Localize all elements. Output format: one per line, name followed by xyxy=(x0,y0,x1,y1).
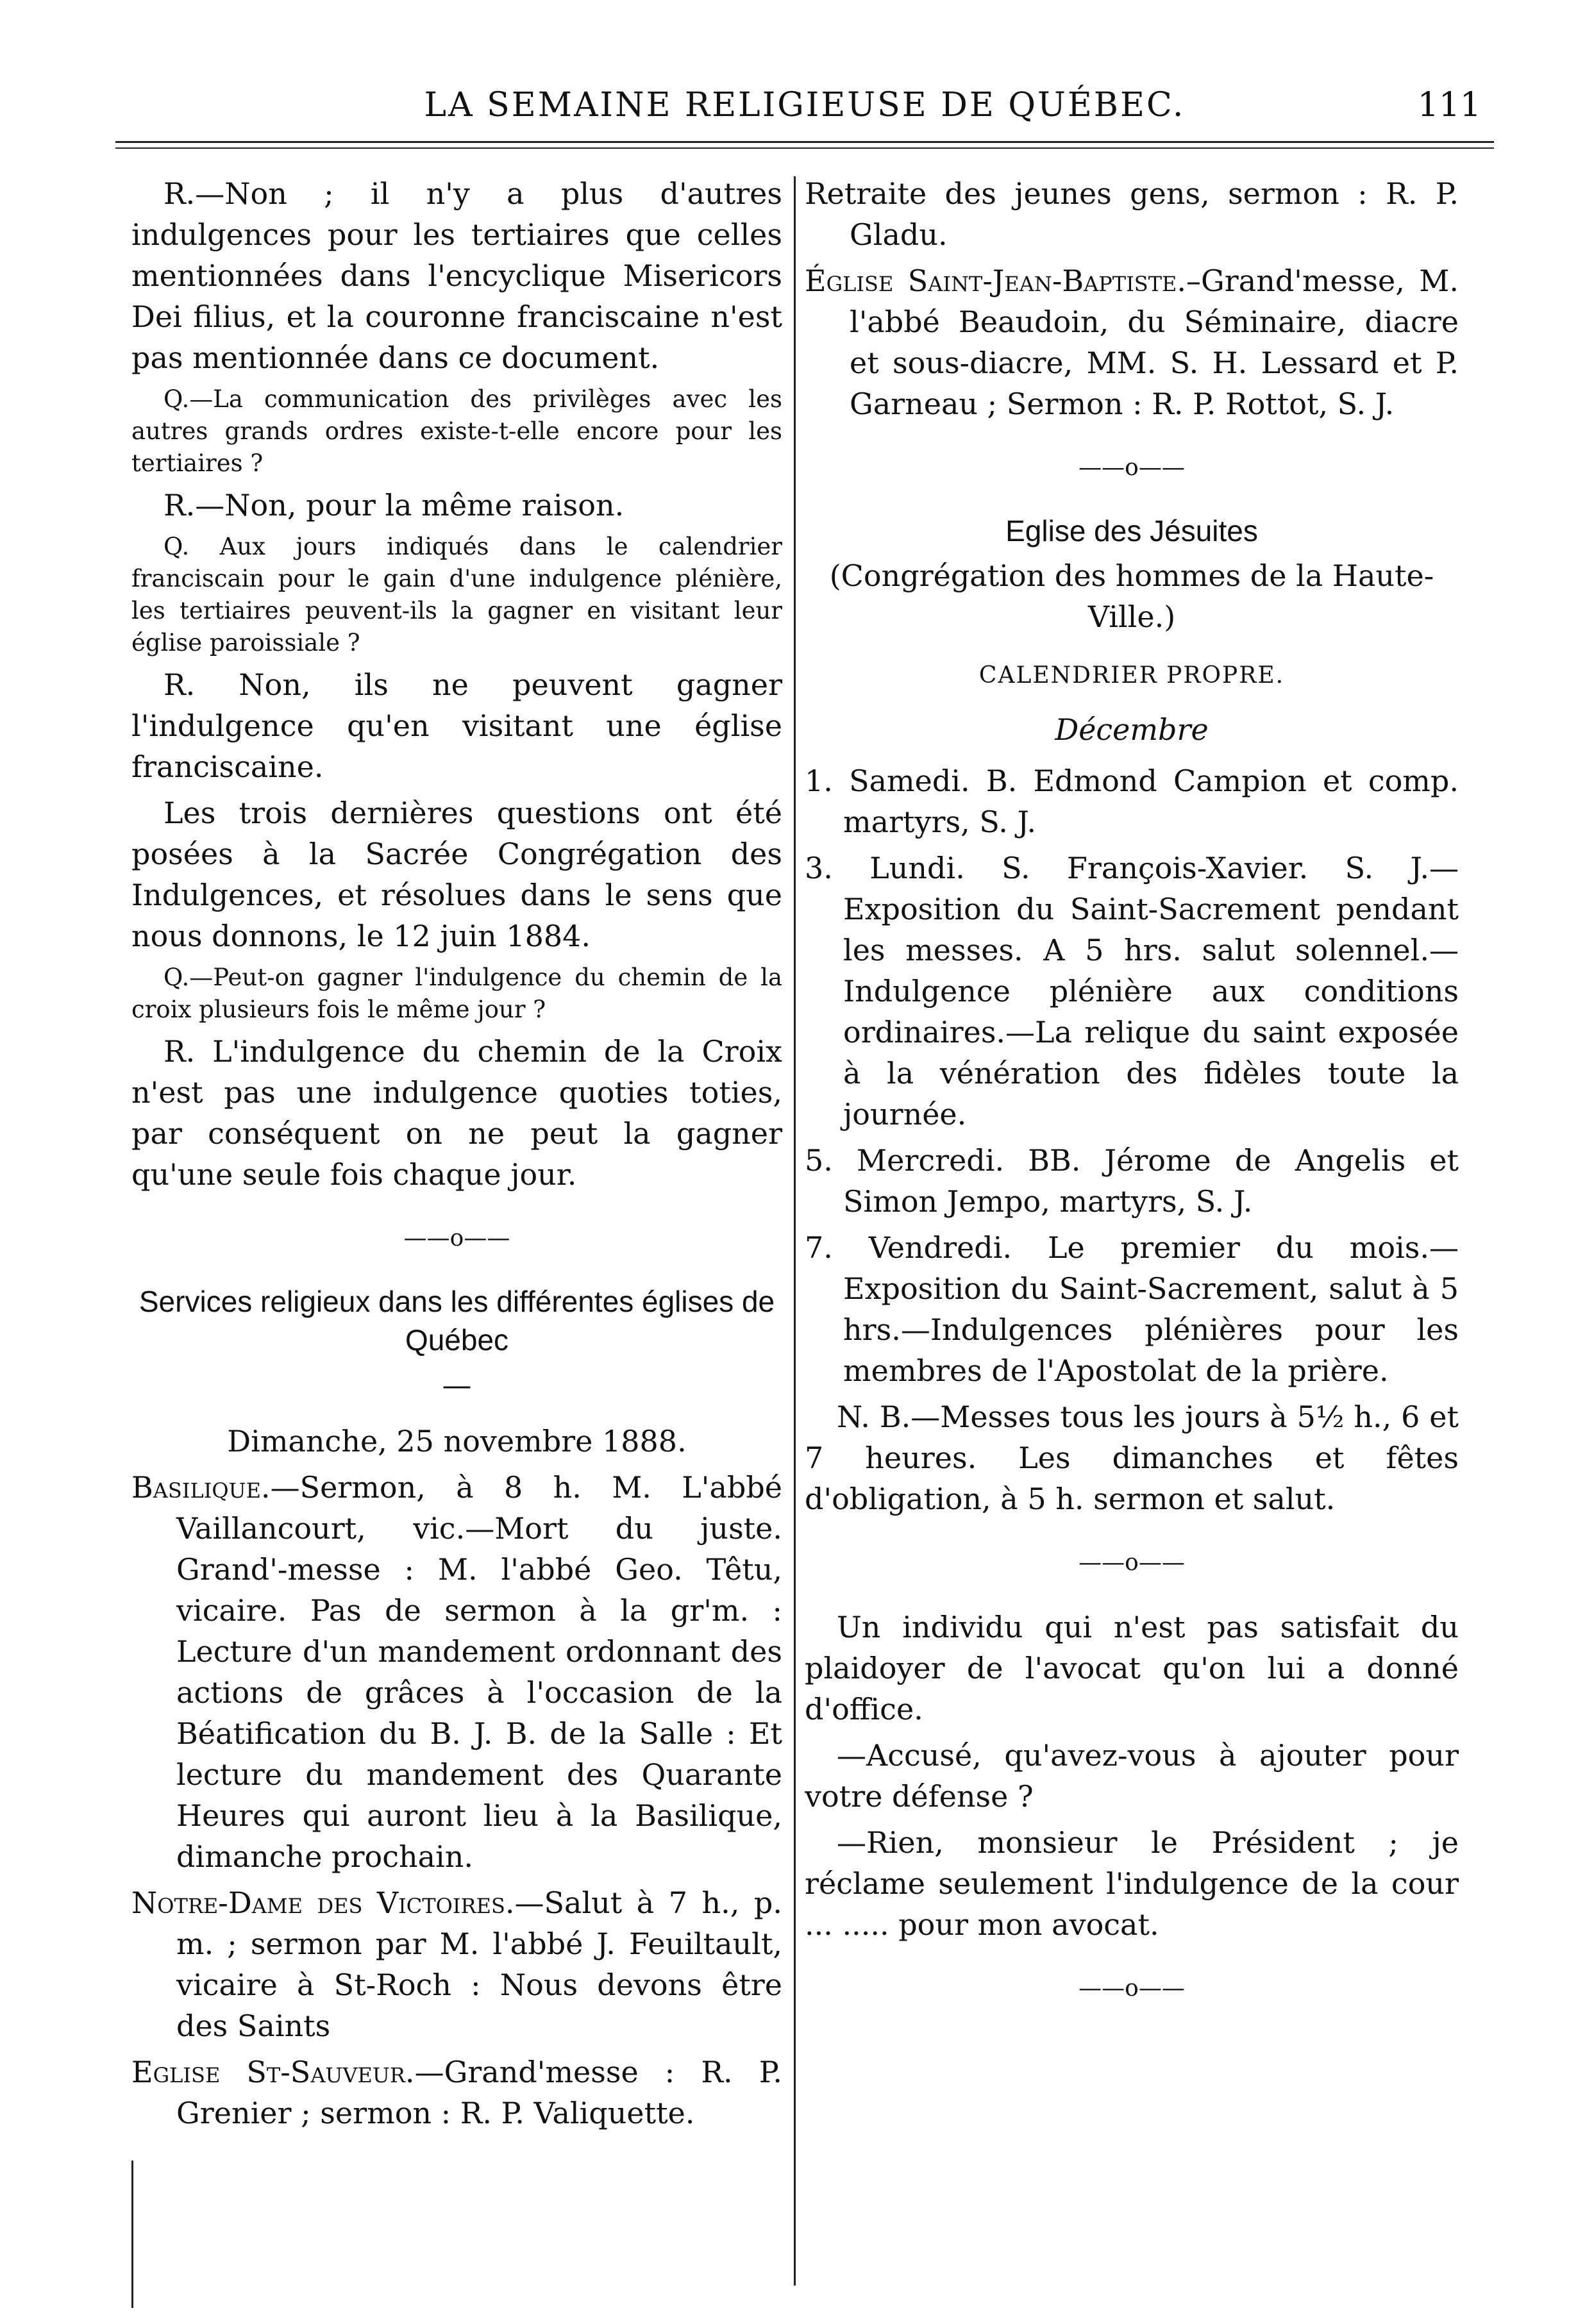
page-header xyxy=(115,77,1494,135)
church-name: Basilique. xyxy=(131,1470,271,1505)
header-rule-thin xyxy=(115,147,1494,149)
anecdote-paragraph: —Rien, monsieur le Président ; je réclame seulement l'indulgence de la cour ... ..... pour mon avocat. xyxy=(805,1825,1459,1942)
calendar-month: Décembre xyxy=(1055,712,1209,747)
nota-bene: N. B.—Messes tous les jours à 5½ h., 6 et 7 heures. Les dimanches et fêtes d'obligation, à 5 h. sermon et salut. xyxy=(805,1400,1459,1516)
section-subheading: (Congrégation des hommes de la Haute-Ville.) xyxy=(829,558,1434,634)
anecdote-paragraph: Un individu qui n'est pas satisfait du plaidoyer de l'avocat qu'on lui a donné d'office. xyxy=(805,1610,1459,1726)
question-paragraph: Q.—Peut-on gagner l'indulgence du chemin de la croix plusieurs fois le même jour ? xyxy=(131,964,782,1023)
church-text: —Salut à 7 h., p. m. ; sermon par M. l'abbé J. Feuiltault, vicaire à St-Roch : Nous devons être des Saints xyxy=(176,1885,782,2043)
section-separator: ——o—— xyxy=(1078,455,1185,481)
column-divider xyxy=(794,176,796,2286)
church-name: Église Saint-Jean-Baptiste. xyxy=(805,263,1187,298)
question-paragraph: Q. Aux jours indiqués dans le calendrier franciscain pour le gain d'une indulgence plénière, les tertiaires peuvent-ils la gagner en visitant leur église paroissiale ? xyxy=(131,533,782,656)
church-entry xyxy=(131,2052,782,2134)
church-name: Eglise St-Sauveur. xyxy=(131,2055,415,2089)
church-text: –Grand'messe, M. l'abbé Beaudoin, du Séminaire, diacre et sous-diacre, MM. S. H. Lessard et P. Garneau ; Sermon : R. P. Rottot, S. J. xyxy=(850,263,1459,421)
running-title: LA SEMAINE RELIGIEUSE DE QUÉBEC. xyxy=(424,86,1186,124)
church-name: Notre-Dame des Victoires. xyxy=(131,1885,515,1920)
calendar-entry: 5. Mercredi. BB. Jérome de Angelis et Simon Jempo, martyrs, S. J. xyxy=(805,1143,1459,1219)
church-entry xyxy=(131,1882,782,2046)
church-entry xyxy=(805,260,1459,424)
retreat-entry: Retraite des jeunes gens, sermon : R. P. Gladu. xyxy=(805,176,1459,252)
church-text: —Grand'messe : R. P. Grenier ; sermon : R. P. Valiquette. xyxy=(176,2055,782,2130)
service-date: Dimanche, 25 novembre 1888. xyxy=(227,1424,687,1459)
note-paragraph: Les trois dernières questions ont été posées à la Sacrée Congrégation des Indulgences, et résolues dans le sens que nous donnons, le 12 juin 1884. xyxy=(131,796,782,953)
answer-paragraph: R. L'indulgence du chemin de la Croix n'est pas une indulgence quoties toties, par conséquent on ne peut la gagner qu'une seule fois chaque jour. xyxy=(131,1034,782,1192)
calendar-entry: 1. Samedi. B. Edmond Campion et comp. martyrs, S. J. xyxy=(805,764,1459,839)
calendar-title: CALENDRIER PROPRE. xyxy=(978,662,1285,689)
answer-paragraph: R.—Non, pour la même raison. xyxy=(164,488,625,522)
church-text: —Sermon, à 8 h. M. L'abbé Vaillancourt, vic.—Mort du juste. Grand'-messe : M. l'abbé Geo. Têtu, vicaire. Pas de sermon à la gr'm. : Lecture d'un mandement ordonnant des actions de grâces à l'occasion de la Béatification du B. J. B. de la Salle : Et lecture du mandement des Quarante Heures qui auront lieu à la Basilique, dimanche prochain. xyxy=(176,1470,782,1874)
section-heading: Services religieux dans les différentes églises de Québec xyxy=(138,1285,775,1357)
answer-paragraph: R. Non, ils ne peuvent gagner l'indulgence qu'en visitant une église franciscaine. xyxy=(131,667,782,784)
header-rule xyxy=(115,141,1494,143)
question-paragraph: Q.—La communication des privilèges avec les autres grands ordres existe-t-elle encore pour les tertiaires ? xyxy=(131,385,782,477)
page-number: 111 xyxy=(1417,86,1481,124)
section-separator: ——o—— xyxy=(403,1225,510,1251)
section-separator: ——o—— xyxy=(1078,1975,1185,2002)
left-column xyxy=(131,173,782,2139)
right-column xyxy=(805,173,1459,2032)
calendar-entry: 7. Vendredi. Le premier du mois.—Exposition du Saint-Sacrement, salut à 5 hrs.—Indulgences plénières pour les membres de l'Apostolat de la prière. xyxy=(805,1230,1459,1388)
answer-paragraph: R.—Non ; il n'y a plus d'autres indulgences pour les tertiaires que celles mentionnées dans l'encyclique Misericors Dei filius, et la couronne franciscaine n'est pas mentionnée dans ce document. xyxy=(131,176,782,375)
margin-rule xyxy=(131,2161,133,2308)
section-heading: Eglise des Jésuites xyxy=(1005,514,1258,548)
church-entry xyxy=(131,1467,782,1877)
anecdote-paragraph: —Accusé, qu'avez-vous à ajouter pour votre défense ? xyxy=(805,1738,1459,1814)
calendar-entry: 3. Lundi. S. François-Xavier. S. J.—Exposition du Saint-Sacrement pendant les messes. A 5 hrs. salut solennel.—Indulgence plénière aux conditions ordinaires.—La relique du saint exposée à la vénération des fidèles toute la journée. xyxy=(805,851,1459,1132)
heading-dash: — xyxy=(442,1367,472,1402)
section-separator: ——o—— xyxy=(1078,1550,1185,1576)
